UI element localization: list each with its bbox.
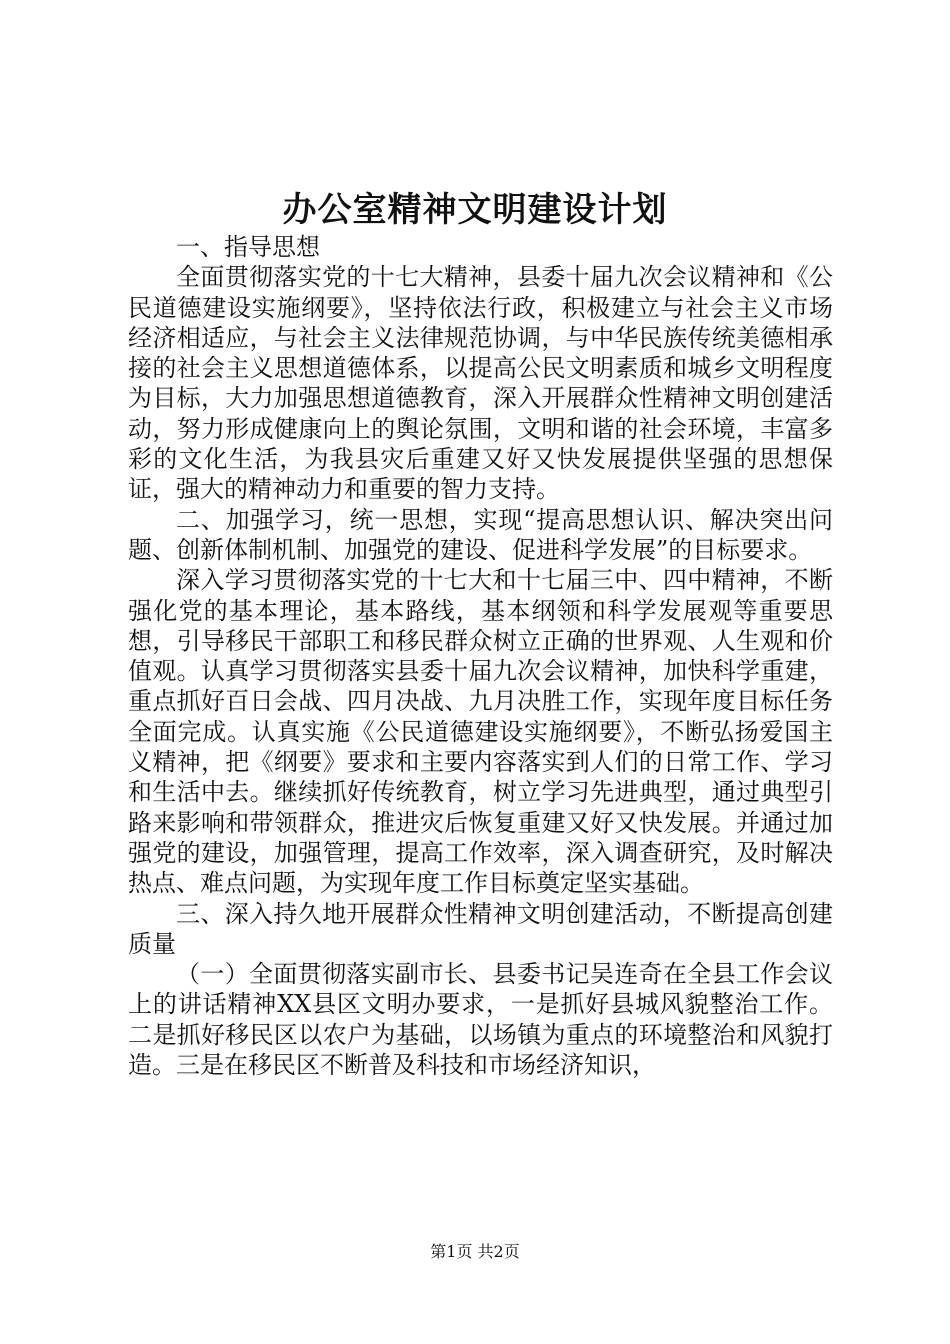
document-body: [128, 232, 833, 1080]
document-title: 办公室精神文明建设计划: [282, 190, 668, 230]
section-heading-study: 二、加强学习，统一思想，实现“提高思想认识、解决突出问题、创新体制机制、加强党的建设、促进科学发展”的目标要求。: [128, 505, 833, 564]
body-paragraph: 全面贯彻落实党的十七大精神，县委十届九次会议精神和《公民道德建设实施纲要》，坚持依法行政，积极建立与社会主义市场经济相适应，与社会主义法律规范协调，与中华民族传统美德相承接的社会主义思想道德体系，以提高公民文明素质和城乡文明程度为目标，大力加强思想道德教育，深入开展群众性精神文明创建活动，努力形成健康向上的舆论氛围，文明和谐的社会环境，丰富多彩的文化生活，为我县灾后重建又好又快发展提供坚强的思想保证，强大的精神动力和重要的智力支持。: [128, 263, 833, 504]
body-paragraph: （一）全面贯彻落实副市长、县委书记吴连奇在全县工作会议上的讲话精神XX县区文明办要求，一是抓好县城风貌整治工作。二是抓好移民区以农户为基础，以场镇为重点的环境整治和风貌打造。三是在移民区不断普及科技和市场经济知识，: [128, 960, 833, 1080]
body-paragraph: 深入学习贯彻落实党的十七大和十七届三中、四中精神，不断强化党的基本理论，基本路线，基本纲领和科学发展观等重要思想，引导移民干部职工和移民群众树立正确的世界观、人生观和价值观。认真学习贯彻落实县委十届九次会议精神，加快科学重建，重点抓好百日会战、四月决战、九月决胜工作，实现年度目标任务全面完成。认真实施《公民道德建设实施纲要》，不断弘扬爱国主义精神，把《纲要》要求和主要内容落实到人们的日常工作、学习和生活中去。继续抓好传统教育，树立学习先进典型，通过典型引路来影响和带领群众，推进灾后恢复重建又好又快发展。并通过加强党的建设，加强管理，提高工作效率，深入调查研究，及时解决热点、难点问题，为实现年度工作目标奠定坚实基础。: [128, 566, 833, 898]
section-heading-guiding-ideology: 一、指导思想: [176, 233, 320, 261]
page-number-footer: 第1页 共2页: [430, 1242, 520, 1261]
section-heading-activities: 三、深入持久地开展群众性精神文明创建活动，不断提高创建质量: [128, 899, 833, 958]
